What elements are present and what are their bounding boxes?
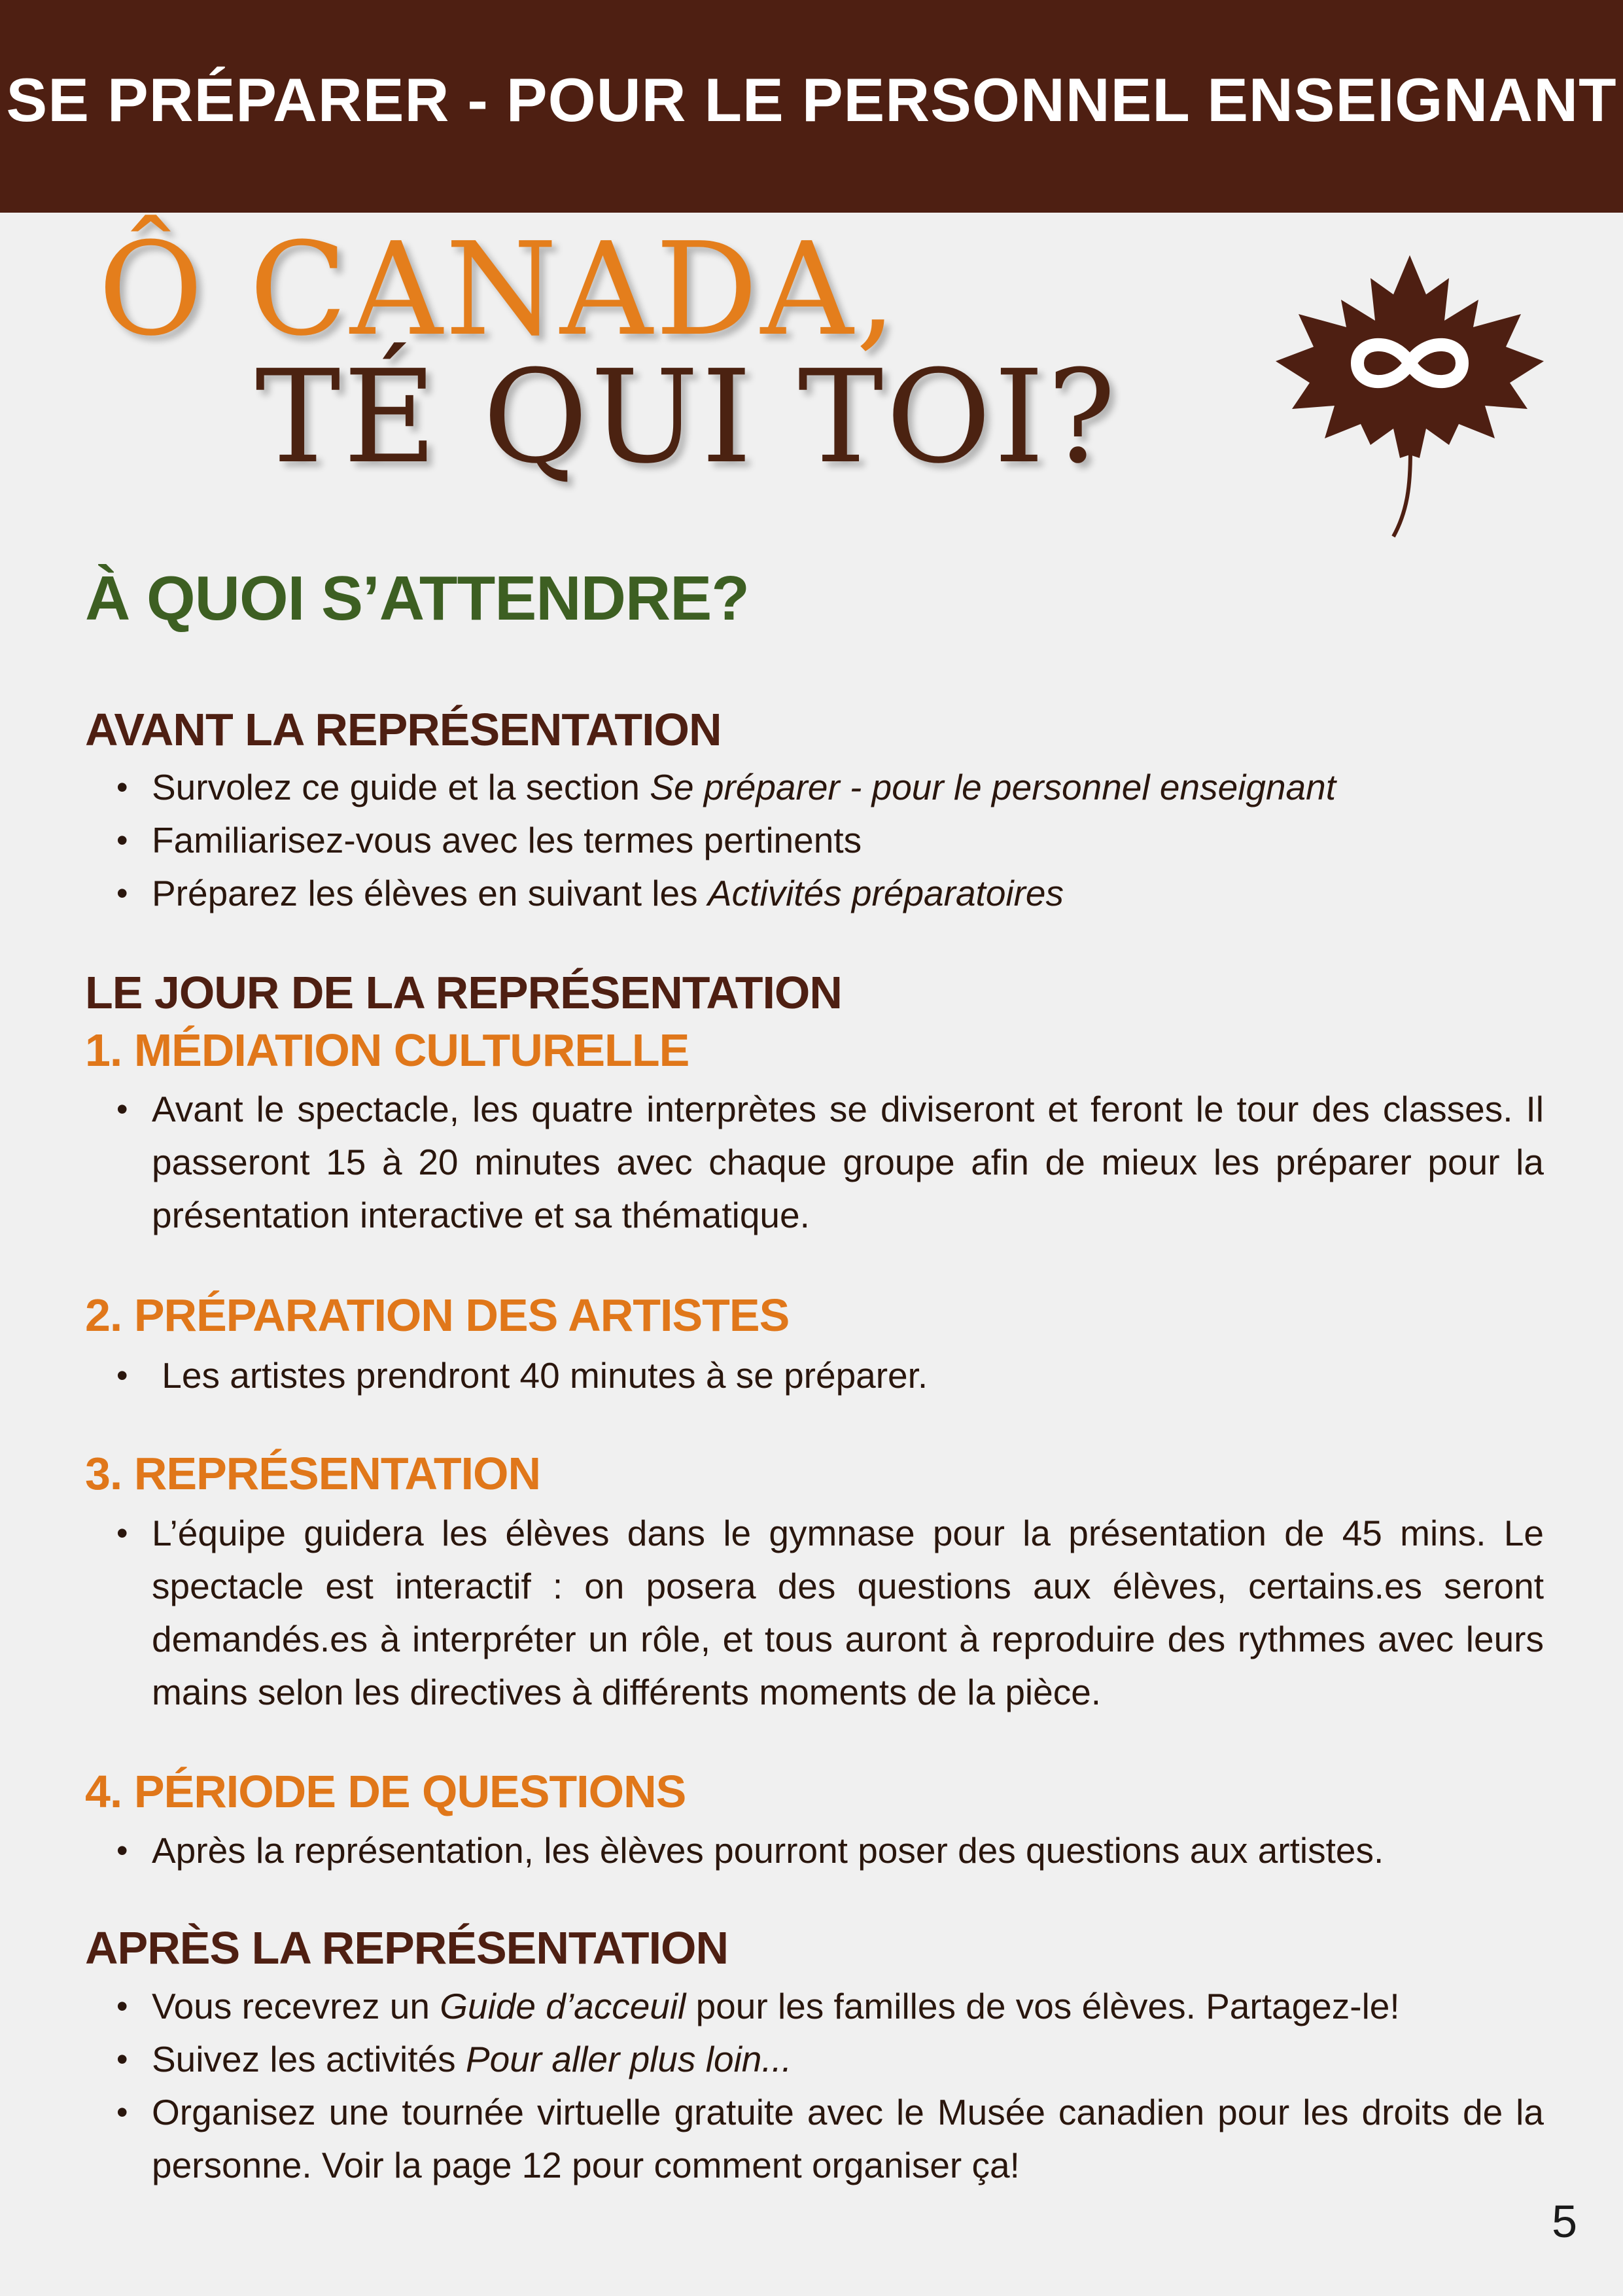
apres-list (98, 1980, 1544, 2192)
avant-heading: AVANT LA REPRÉSENTATION (85, 704, 722, 755)
list-item: • Préparez les élèves en suivant les Activités préparatoires (98, 867, 1544, 920)
maple-leaf-infinity-icon (1263, 249, 1550, 543)
main-heading: À QUOI S’ATTENDRE? (85, 563, 749, 633)
apres-heading: APRÈS LA REPRÉSENTATION (85, 1922, 729, 1973)
list-item: • Familiarisez-vous avec les termes pertinents (98, 814, 1544, 867)
list-item: • Suivez les activités Pour aller plus loin... (98, 2033, 1544, 2086)
list-item: • Avant le spectacle, les quatre interprètes se diviseront et feront le tour des classes. Il passeront 15 à 20 minutes avec chaque groupe afin de mieux les préparer pour la présentation interactive et sa thématique. (98, 1083, 1544, 1242)
header-bar (0, 0, 1623, 213)
step-1-list (98, 1083, 1544, 1242)
step-2-list (98, 1349, 1544, 1402)
list-item: • Les artistes prendront 40 minutes à se préparer. (98, 1349, 1544, 1402)
step-1-heading: 1. MÉDIATION CULTURELLE (85, 1025, 689, 1076)
step-2-heading: 2. PRÉPARATION DES ARTISTES (85, 1290, 790, 1341)
step-3-list (98, 1507, 1544, 1719)
step-3-heading: 3. REPRÉSENTATION (85, 1448, 541, 1499)
step-4-heading: 4. PÉRIODE DE QUESTIONS (85, 1766, 686, 1817)
list-item: • L’équipe guidera les élèves dans le gymnase pour la présentation de 45 mins. Le spectacle est interactif : on posera des questions aux élèves, certains.es seront demandés.es à interpréter un rôle, et tous auront à reproduire des rythmes avec leurs mains selon les directives à différents moments de la pièce. (98, 1507, 1544, 1719)
avant-list (98, 761, 1544, 920)
list-item: • Survolez ce guide et la section Se préparer - pour le personnel enseignant (98, 761, 1544, 814)
jour-heading: LE JOUR DE LA REPRÉSENTATION (85, 967, 842, 1018)
page-number: 5 (1552, 2196, 1577, 2247)
list-item: • Après la représentation, les èlèves pourront poser des questions aux artistes. (98, 1824, 1544, 1877)
list-item: • Vous recevrez un Guide d’acceuil pour les familles de vos élèves. Partagez-le! (98, 1980, 1544, 2033)
title-line-1: Ô CANADA, (98, 215, 899, 364)
header-title: SE PRÉPARER - POUR LE PERSONNEL ENSEIGNANT (6, 65, 1617, 134)
list-item: • Organisez une tournée virtuelle gratuite avec le Musée canadien pour les droits de la personne. Voir la page 12 pour comment organiser ça! (98, 2086, 1544, 2192)
step-4-list (98, 1824, 1544, 1877)
title-line-2: TÉ QUI TOI? (255, 343, 1119, 492)
